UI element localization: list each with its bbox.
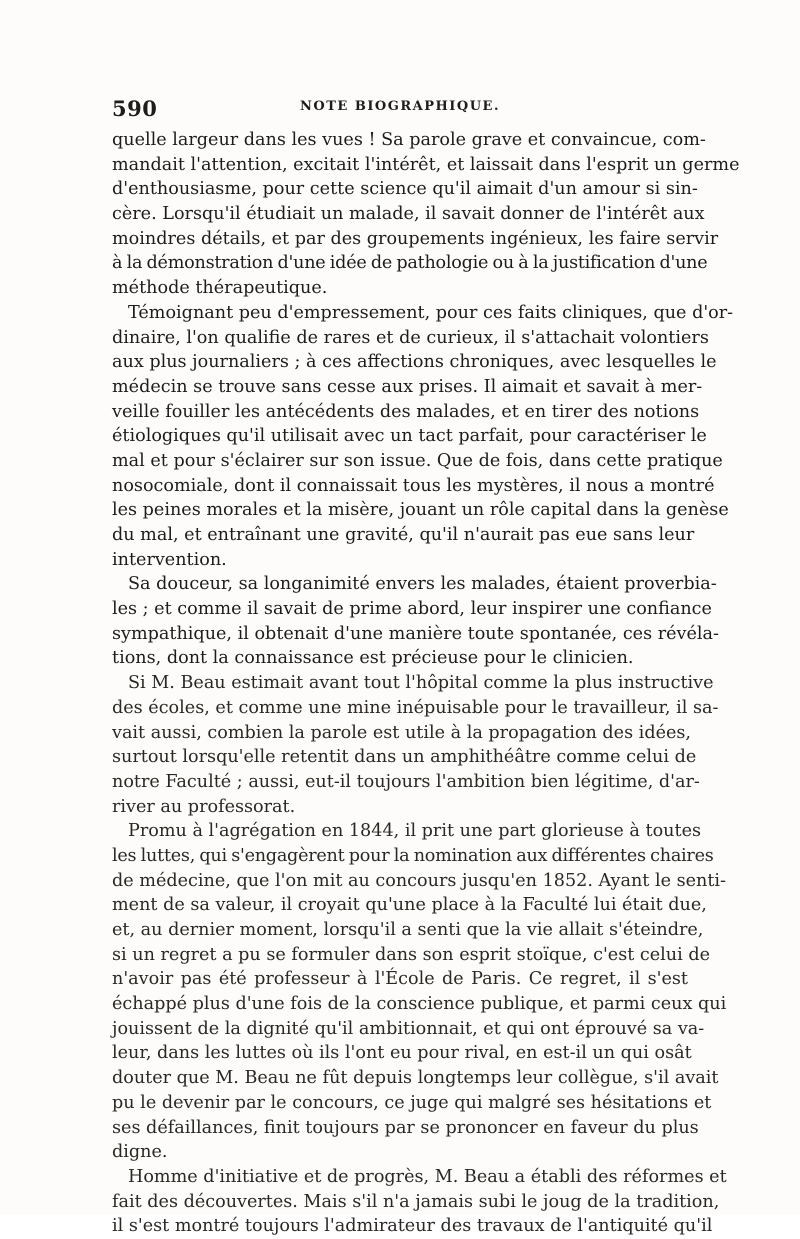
text-line: digne. bbox=[112, 1142, 168, 1163]
text-line: des écoles, et comme une mine inépuisable pour le travailleur, il sa- bbox=[112, 697, 719, 718]
text-line: il s'est montré toujours l'admirateur des travaux de l'antiquité qu'il bbox=[112, 1216, 713, 1237]
text-line: de médecine, que l'on mit au concours jusqu'en 1852. Ayant le senti- bbox=[112, 870, 726, 891]
text-line: étiologiques qu'il utilisait avec un tact parfait, pour caractériser le bbox=[112, 426, 707, 447]
text-line: intervention. bbox=[112, 549, 227, 570]
text-line: les peines morales et la misère, jouant un rôle capital dans la genèse bbox=[112, 500, 729, 521]
text-line: Si M. Beau estimait avant tout l'hôpital comme la plus instructive bbox=[128, 673, 714, 694]
text-line: veille fouiller les antécédents des malades, et en tirer des notions bbox=[112, 401, 700, 422]
text-line: à la démonstration d'une idée de pathologie ou à la justification d'une bbox=[112, 253, 708, 274]
text-line: leur, dans les luttes où ils l'ont eu pour rival, en est-il un qui osât bbox=[112, 1043, 692, 1064]
text-line: n'avoir pas été professeur à l'École de Paris. Ce regret, il s'est bbox=[112, 969, 688, 990]
text-line: médecin se trouve sans cesse aux prises. Il aimait et savait à mer- bbox=[112, 376, 703, 397]
text-line: si un regret a pu se formuler dans son esprit stoïque, c'est celui de bbox=[112, 944, 711, 965]
text-line: Sa douceur, sa longanimité envers les malades, étaient proverbia- bbox=[128, 574, 717, 595]
text-line: tions, dont la connaissance est précieuse pour le clinicien. bbox=[112, 648, 634, 669]
text-line: nosocomiale, dont il connaissait tous les mystères, il nous a montré bbox=[112, 475, 715, 496]
running-head bbox=[112, 96, 688, 120]
text-line: mandait l'attention, excitait l'intérêt, et laissait dans l'esprit un germe bbox=[112, 154, 740, 175]
text-line: sympathique, il obtenait d'une manière toute spontanée, ces révéla- bbox=[112, 623, 719, 644]
text-line: d'enthousiasme, pour cette science qu'il aimait d'un amour si sin- bbox=[112, 179, 698, 200]
text-line: fait des découvertes. Mais s'il n'a jamais subi le joug de la tradition, bbox=[112, 1191, 720, 1212]
text-line: pu le devenir par le concours, ce juge qui malgré ses hésitations et bbox=[112, 1092, 712, 1113]
text-line: aux plus journaliers ; à ces affections chroniques, avec lesquelles le bbox=[112, 352, 717, 373]
body-text bbox=[112, 128, 740, 1239]
running-head-title: NOTE BIOGRAPHIQUE. bbox=[300, 99, 500, 114]
text-line: du mal, et entraînant une gravité, qu'il n'aurait pas eue sans leur bbox=[112, 525, 695, 545]
text-line: Promu à l'agrégation en 1844, il prit une part glorieuse à toutes bbox=[128, 821, 702, 842]
text-line: échappé plus d'une fois de la conscience publique, et parmi ceux qui bbox=[112, 994, 727, 1015]
page-number: 590 bbox=[112, 96, 158, 121]
text-line: douter que M. Beau ne fût depuis longtemps leur collègue, s'il avait bbox=[112, 1068, 719, 1089]
text-line: notre Faculté ; aussi, eut-il toujours l'ambition bien légitime, d'ar- bbox=[112, 771, 700, 792]
text-line: cère. Lorsqu'il étudiait un malade, il savait donner de l'intérêt aux bbox=[112, 204, 705, 225]
text-line: ses défaillances, finit toujours par se prononcer en faveur du plus bbox=[112, 1117, 699, 1138]
text-line: surtout lorsqu'elle retentit dans un amphithéâtre comme celui de bbox=[112, 747, 697, 768]
text-line: dinaire, l'on qualifie de rares et de curieux, il s'attachait volontiers bbox=[112, 327, 709, 348]
text-line: vait aussi, combien la parole est utile à la propagation des idées, bbox=[112, 722, 692, 743]
text-line: moindres détails, et par des groupements ingénieux, les faire servir bbox=[112, 228, 719, 249]
text-line: river au professorat. bbox=[112, 796, 296, 817]
text-line: méthode thérapeutique. bbox=[112, 278, 328, 299]
text-line: mal et pour s'éclairer sur son issue. Que de fois, dans cette pratique bbox=[112, 450, 723, 471]
text-line: les ; et comme il savait de prime abord, leur inspirer une confiance bbox=[112, 599, 712, 620]
text-line: Homme d'initiative et de progrès, M. Beau a établi des réformes et bbox=[128, 1166, 727, 1187]
text-line: Témoignant peu d'empressement, pour ces faits cliniques, que d'or- bbox=[128, 302, 734, 323]
text-line: les luttes, qui s'engagèrent pour la nomination aux différentes chaires bbox=[112, 845, 714, 866]
text-line: jouissent de la dignité qu'il ambitionnait, et qui ont éprouvé sa va- bbox=[112, 1018, 705, 1039]
text-line: ment de sa valeur, il croyait qu'une place à la Faculté lui était due, bbox=[112, 895, 707, 916]
text-line: et, au dernier moment, lorsqu'il a senti que la vie allait s'éteindre, bbox=[112, 920, 704, 940]
text-line: quelle largeur dans les vues ! Sa parole grave et convaincue, com- bbox=[112, 130, 706, 150]
